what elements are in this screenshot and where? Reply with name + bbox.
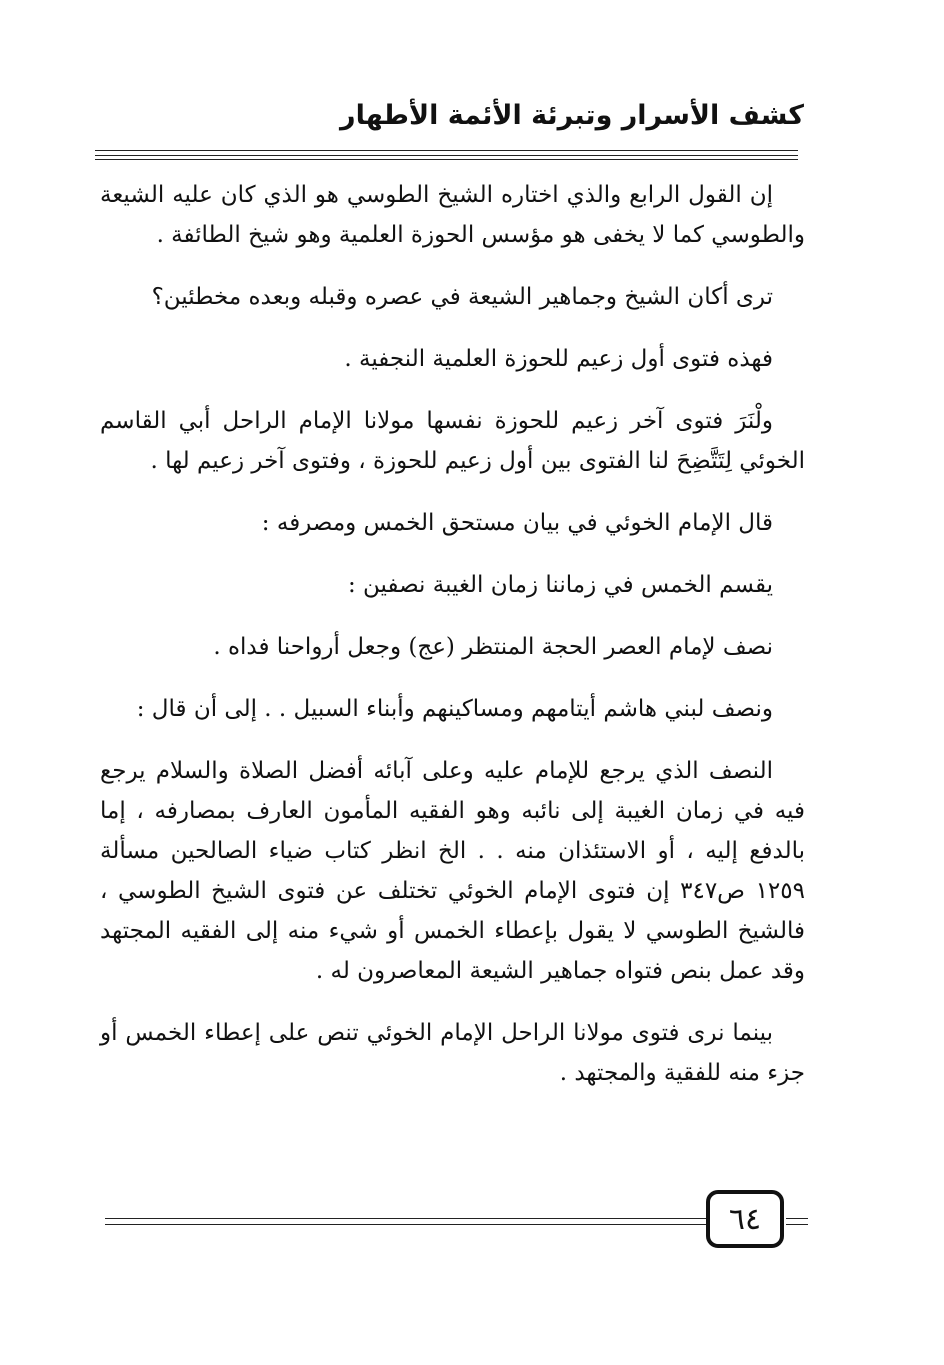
- header-rule: [95, 155, 798, 156]
- paragraph: إن القول الرابع والذي اختاره الشيخ الطوسي هو الذي كان عليه الشيعة والطوسي كما لا يخفى هو مؤسس الحوزة العلمية وهو شيخ الطائفة .: [100, 182, 805, 248]
- footer-rule: [105, 1218, 710, 1219]
- paragraph: النصف الذي يرجع للإمام عليه وعلى آبائه أفضل الصلاة والسلام يرجع فيه في زمان الغيبة إلى نائبه وهو الفقيه المأمون العارف بمصارفه ، إما بالدفع إليه ، أو الاستئذان منه . . الخ انظر كتاب ضياء الصالحين مسألة ١٢٥٩ ص٣٤٧ إن فتوى الإمام الخوئي تختلف عن فتوى الشيخ الطوسي ، فالشيخ الطوسي لا يقول بإعطاء الخمس أو شيء منه إلى الفقيه المجتهد وقد عمل بنص فتواه جماهير الشيعة المعاصرون له .: [100, 758, 805, 984]
- paragraph: ونصف لبني هاشم أيتامهم ومساكينهم وأبناء السبيل . . إلى أن قال :: [136, 696, 773, 722]
- paragraph: بينما نرى فتوى مولانا الراحل الإمام الخوئي تنص على إعطاء الخمس أو جزء منه للفقية والمجتهد .: [100, 1020, 805, 1086]
- paragraph: يقسم الخمس في زماننا زمان الغيبة نصفين :: [347, 572, 773, 598]
- paragraph: ترى أكان الشيخ وجماهير الشيعة في عصره وقبله وبعده مخطئين؟: [151, 284, 773, 310]
- header-rule: [95, 159, 798, 160]
- footer-rule: [786, 1218, 808, 1219]
- page-number: ٦٤: [728, 1201, 762, 1237]
- header-rule: [95, 150, 798, 151]
- page-body: [100, 175, 805, 1115]
- page-number-box: [706, 1190, 784, 1248]
- paragraph: قال الإمام الخوئي في بيان مستحق الخمس ومصرفه :: [261, 510, 773, 536]
- footer-rule: [786, 1224, 808, 1225]
- paragraph: نصف لإمام العصر الحجة المنتظر (عج) وجعل أرواحنا فداه .: [213, 634, 773, 660]
- running-header-title: كشف الأسرار وتبرئة الأئمة الأطهار: [340, 100, 804, 131]
- paragraph: فهذه فتوى أول زعيم للحوزة العلمية النجفية .: [344, 346, 773, 372]
- paragraph: ولْنَرَ فتوى آخر زعيم للحوزة نفسها مولانا الإمام الراحل أبي القاسم الخوئي لِتَتَّضِحَ لنا الفتوى بين أول زعيم للحوزة ، وفتوى آخر زعيم لها .: [100, 408, 805, 474]
- footer-rule: [105, 1224, 710, 1225]
